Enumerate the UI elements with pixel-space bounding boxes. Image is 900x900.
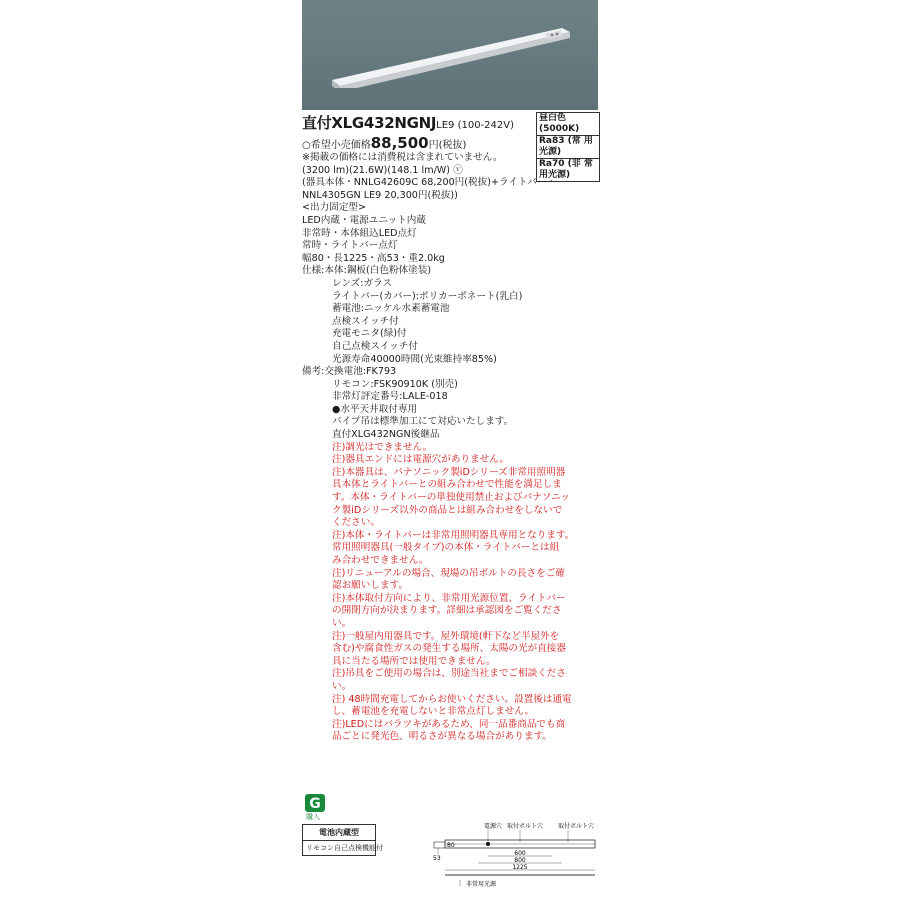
note-line: す。本体・ライトバーの単独使用禁止およびパナソニッ — [332, 492, 570, 504]
hole-label: 電源穴 — [484, 823, 503, 830]
model-header — [302, 112, 532, 134]
power-hole-mark — [486, 842, 490, 846]
spec-line: リモコン:FSK90910K (別売) — [332, 378, 458, 390]
model-suffix: LE9 (100-242V) — [436, 120, 515, 131]
note-line: 注)リニューアルの場合、現場の吊ボルトの長さをご確 — [332, 567, 565, 579]
spec-line: 常時・ライトバー点灯 — [302, 240, 398, 252]
spec-line: 幅80・長1225・高53・重2.0kg — [302, 252, 445, 264]
emergency-label: 非常用光源 — [466, 881, 497, 888]
note-line: 認お願いします。 — [332, 580, 408, 592]
battery-box-title: 電池内蔵型 — [303, 825, 375, 841]
spec-line: LED内蔵・電源ユニット内蔵 — [302, 214, 426, 226]
note-line: い。 — [332, 680, 352, 692]
ra-normal-label: Ra83 (常 用光源) — [537, 135, 599, 158]
price-value: 88,500 — [370, 134, 429, 152]
spec-line: 点検スイッチ付 — [332, 315, 399, 327]
spec-line: ライトバー(カバー):ポリカーボネート(乳白) — [332, 290, 523, 302]
price-unit: 円(税抜) — [428, 140, 467, 151]
dim-80: 80 — [447, 842, 455, 849]
ra-emergency-label: Ra70 (非 常用光源) — [537, 158, 599, 181]
light-color-label: 昼白色(5000K) — [539, 113, 580, 134]
note-line: の開閉方向が決まります。詳細は承認図をご覧くださ — [332, 605, 562, 617]
spec-line: ※掲載の価格には消費税は含まれていません。 — [302, 152, 503, 163]
note-line: 常用照明器具(一般タイプ)の本体・ライトバーとは組 — [332, 542, 560, 554]
bolt-label-2: 取付ボルト穴 — [558, 823, 595, 830]
price-line — [302, 134, 466, 152]
dim-1225: 1225 — [512, 864, 528, 871]
price-label: ○希望小売価格 — [302, 140, 371, 151]
gmark-letter: G — [309, 796, 321, 812]
spec-line: 自己点検スイッチ付 — [332, 340, 418, 352]
spec-line: 仕様:本体:鋼板(白色粉体塗装) — [302, 265, 432, 277]
spec-line: 蓄電池:ニッケル水素蓄電池 — [332, 303, 450, 315]
spec-line: レンズ:ガラス — [332, 277, 392, 289]
battery-box-note: リモコン自己点検機能付 — [306, 844, 383, 852]
gmark-label: 購入 — [306, 813, 320, 821]
note-line: 注)本体取付方向により、非常用光源位置、ライトバー — [332, 592, 566, 604]
note-line: 具本体とライトバーとの組み合わせで性能を満足しま — [332, 479, 562, 491]
spec-line: 非常時・本体組込LED点灯 — [302, 227, 417, 239]
green-purchase-mark-icon — [304, 793, 326, 813]
note-line: 注)本器具は、パナソニック製iDシリーズ非常用照明器 — [332, 466, 566, 478]
note-line: 注)LEDにはバラツキがあるため、同一品番商品でも商 — [332, 718, 566, 730]
note-line: 注)吊具をご使用の場合は、別途当社までご相談くださ — [332, 668, 566, 680]
dim-53: 53 — [433, 855, 441, 862]
battery-box — [302, 824, 383, 856]
spec-line: (3200 lm)(21.6W)(148.1 lm/W) ⓥ — [302, 164, 463, 176]
spec-line: 備考:交換電池:FK793 — [302, 366, 397, 378]
spec-line: 直付XLG432NGN後継品 — [332, 429, 440, 441]
note-line: い。 — [332, 617, 352, 629]
model-number: 直付XLG432NGNJ — [302, 114, 437, 132]
spec-line: 非常灯評定番号:LALE-018 — [332, 391, 448, 403]
spec-line: 充電モニタ(緑)付 — [332, 328, 407, 340]
spec-line: 光源寿命40000時間(光束維持率85%) — [332, 353, 497, 365]
note-line: 含む)や腐食性ガスの発生する場所、太陽の光が直接器 — [332, 643, 566, 655]
light-fixture-image — [324, 18, 574, 88]
spec-lines — [302, 152, 602, 744]
note-line: 具に当たる場所では使用できません。 — [332, 655, 496, 667]
note-line: 注)器具エンドには電源穴がありません。 — [332, 454, 510, 466]
spec-line: (器具本体・NNLG42609C 68,200円(税抜)+ライトバー・ — [302, 177, 557, 189]
spec-line: <出力固定型> — [302, 202, 367, 214]
note-line: 注)一般屋内用器具です。屋外環境(軒下など半屋外を — [332, 630, 560, 642]
spec-line: NNL4305GN LE9 20,300円(税抜)) — [302, 189, 458, 201]
dimension-drawing — [430, 820, 600, 895]
dim-800: 800 — [514, 857, 526, 864]
note-line: し、蓄電池を充電しないと非常点灯しません。 — [332, 706, 535, 718]
dim-600: 600 — [514, 850, 526, 857]
spec-line: パイプ吊は標準加工にて対応いたします。 — [332, 416, 514, 428]
note-line: み合わせできません。 — [332, 555, 429, 566]
note-line: 注)本体・ライトバーは非常用照明器具専用となります。 — [332, 529, 575, 541]
note-line: 品ごとに発光色、明るさが異なる場合があります。 — [332, 731, 552, 743]
note-line: ください。 — [332, 517, 380, 529]
spec-line: ●水平天井取付専用 — [332, 403, 418, 415]
note-line: 注) 48時間充電してからお使いください。設置後は通電 — [332, 693, 572, 705]
note-line: ク製iDシリーズ以外の商品とは組み合わせをしないで — [332, 504, 563, 516]
bolt-label-1: 取付ボルト穴 — [507, 823, 544, 830]
product-photo — [302, 0, 598, 110]
note-line: 注)調光はできません。 — [332, 441, 433, 453]
